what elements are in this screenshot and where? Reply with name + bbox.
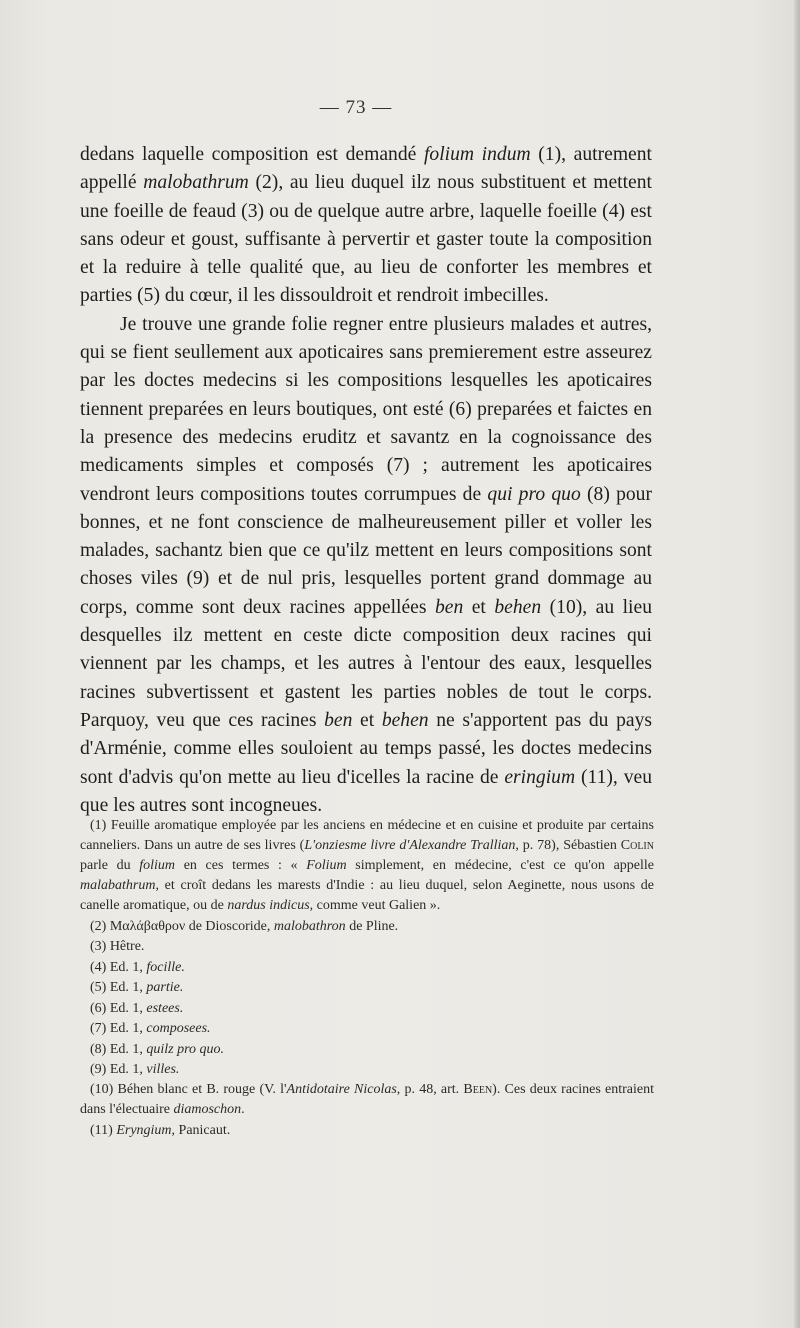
text-run: parle du xyxy=(80,858,140,873)
text-run: et xyxy=(463,596,495,618)
italic-run: estees. xyxy=(146,1000,184,1016)
text-run: (10), au lieu desquelles ilz mettent en ceste dicte composition deux racines qui viennent par les champs, et les autres à l'entour des eaux, lesquelles racines subvertissent et gastent les parties nobles de tout le corps. Parquoy, veu que ces racines xyxy=(80,596,652,731)
page-edge-shadow xyxy=(794,0,800,1328)
text-run: (11), veu que les autres sont incogneues. xyxy=(80,766,653,816)
footnote-6 xyxy=(80,999,654,1019)
text-run: (8) pour bonnes, et ne font conscience de malheureusement piller et voller les malades, sachantz bien que ce qu'ilz mettent en leurs compositions sont choses viles (9) et de nul pris, lesquelles portent grand dommage au corps, comme sont deux racines appellées xyxy=(80,483,652,618)
italic-run: malobathron xyxy=(273,918,346,934)
text-run: ). Ces deux racines entraient dans l'électuaire xyxy=(80,1082,654,1117)
paragraph-1 xyxy=(80,141,652,311)
italic-run: folium xyxy=(139,858,176,873)
text-run: en ces termes : « xyxy=(175,858,307,873)
text-run: ne s'apportent pas du pays d'Arménie, comme elles souloient au temps passé, les doctes medecins sont d'advis qu'on mette au lieu d'icelles la racine de xyxy=(80,709,652,788)
small-caps-run: Been xyxy=(463,1082,493,1097)
footnote-2 xyxy=(80,917,654,937)
italic-run: composees. xyxy=(146,1021,211,1036)
text-run: , Panicaut. xyxy=(171,1122,231,1138)
page-number: — 73 — xyxy=(319,97,393,118)
italic-run: focille. xyxy=(146,959,185,975)
footnote-11 xyxy=(80,1121,654,1141)
text-run: simplement, en médecine, c'est ce qu'on appelle xyxy=(346,858,654,873)
text-run: (5) Ed. 1, xyxy=(90,980,147,995)
footnote-5 xyxy=(80,978,654,998)
footnote-8 xyxy=(80,1040,654,1060)
footnote-1 xyxy=(80,816,654,916)
text-run: (10) Béhen blanc et B. rouge (V. l' xyxy=(90,1082,287,1097)
paragraph-2 xyxy=(80,311,652,820)
italic-run: Folium xyxy=(306,858,347,873)
italic-run: villes. xyxy=(146,1062,180,1077)
text-run: (11) xyxy=(90,1122,117,1138)
italic-run: folium indum xyxy=(423,144,531,165)
italic-run: behen xyxy=(494,596,542,618)
text-run: , et croît dedans les marests d'Indie : au lieu duquel, selon Aeginette, nous usons de canelle aromatique, ou de xyxy=(80,878,654,913)
main-text xyxy=(80,141,652,820)
italic-run: quilz pro quo. xyxy=(146,1041,225,1057)
text-run: (9) Ed. 1, xyxy=(90,1062,147,1077)
footnote-7 xyxy=(80,1019,654,1039)
footnote-4 xyxy=(80,958,654,978)
text-run: , p. 78), Sébastien xyxy=(515,838,621,853)
footnote-3 xyxy=(80,937,654,957)
text-run: (6) Ed. 1, xyxy=(90,1000,147,1016)
footnote-9 xyxy=(80,1060,654,1080)
italic-run: ben xyxy=(434,596,464,618)
italic-run: malabathrum xyxy=(80,878,156,893)
text-run: (1) Feuille aromatique employée par les anciens en médecine et en cuisine et produite par certains canneliers. Dans un autre de ses livres ( xyxy=(80,818,654,853)
text-run: (1), autrement appellé xyxy=(80,144,652,194)
italic-run: behen xyxy=(381,709,429,731)
italic-run: L'onziesme livre d'Alexandre Trallian xyxy=(304,838,516,853)
text-run: (2), au lieu duquel ilz nous substituent et mettent une foeille de feaud (3) ou de quelque autre arbre, laquelle foeille (4) est sans odeur et goust, suffisante à pervertir et gaster toute la composition et la reduire à telle qualité que, au lieu de conforter les membres et parties (5) du cœur, il les dissouldroit et rendroit imbecilles. xyxy=(80,172,652,307)
small-caps-run: Colin xyxy=(620,838,654,853)
italic-run: partie. xyxy=(146,980,184,995)
text-run: (3) Hêtre. xyxy=(90,939,145,954)
italic-run: malobathrum xyxy=(143,172,249,194)
text-run: (4) Ed. 1, xyxy=(90,959,147,975)
footnote-10 xyxy=(80,1080,654,1120)
text-run: de Pline. xyxy=(345,918,399,934)
italic-run: Antidotaire Nicolas xyxy=(286,1082,397,1097)
text-run: , p. 48, art. xyxy=(396,1082,464,1097)
italic-run: ben xyxy=(324,709,353,731)
footnotes xyxy=(80,816,654,1141)
italic-run: Eryngium xyxy=(116,1122,172,1138)
text-run: , comme veut Galien ». xyxy=(309,898,441,913)
text-run: dedans laquelle composition est demandé xyxy=(80,144,424,165)
italic-run: eringium xyxy=(504,766,576,788)
italic-run: nardus indicus xyxy=(227,898,310,913)
text-run: et xyxy=(352,709,382,731)
italic-run: diamoschon xyxy=(173,1102,242,1117)
text-run: (2) Μαλάβαθρον de Dioscoride, xyxy=(90,918,274,934)
text-run: (7) Ed. 1, xyxy=(90,1021,147,1036)
text-run: . xyxy=(241,1102,245,1117)
text-run: Je trouve une grande folie regner entre plusieurs malades et autres, qui se fient seullement aux apoticaires sans premierement estre asseurez par les doctes medecins si les compositions lesquelles les apoticaires tiennent preparées en leurs boutiques, ont esté (6) preparées et faictes en la presence des medecins eruditz et savantz en la cognoissance des medicaments simples et composés (7) ; autrement les apoticaires vendront leurs compositions toutes corrumpues de xyxy=(80,313,652,505)
text-run: (8) Ed. 1, xyxy=(90,1041,147,1057)
italic-run: qui pro quo xyxy=(487,483,581,505)
